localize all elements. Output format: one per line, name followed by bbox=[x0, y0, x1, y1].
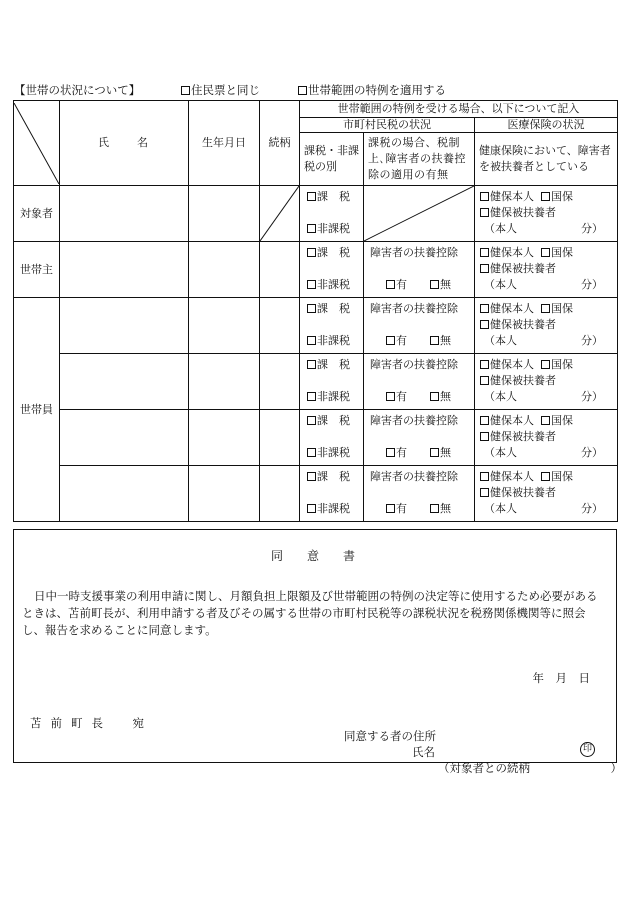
relationship-cell[interactable] bbox=[260, 466, 300, 522]
checkbox[interactable] bbox=[541, 248, 550, 257]
insurance-cell bbox=[475, 298, 618, 354]
table-row bbox=[14, 186, 618, 242]
addressee: 苫前町長 宛 bbox=[30, 716, 153, 730]
untaxed-option[interactable]: 非課税 bbox=[307, 334, 350, 348]
disability-deduction-label: 障害者の扶養控除 bbox=[370, 470, 458, 483]
insured-dependent-option[interactable]: 健保被扶養者 bbox=[480, 206, 556, 220]
household-table bbox=[13, 100, 618, 522]
checkbox[interactable] bbox=[307, 360, 316, 369]
untaxed-option[interactable]: 非課税 bbox=[307, 446, 350, 460]
disability-deduction-label: 障害者の扶養控除 bbox=[370, 358, 458, 371]
portion-paren: 分） bbox=[581, 222, 604, 235]
checkbox[interactable] bbox=[307, 472, 316, 481]
no-option[interactable]: 無 bbox=[430, 446, 451, 460]
table-row bbox=[14, 242, 618, 298]
checkbox[interactable] bbox=[430, 336, 439, 345]
disability-deduction-label: 障害者の扶養控除 bbox=[370, 414, 458, 427]
checkbox[interactable] bbox=[386, 504, 395, 513]
disability-deduction-label: 障害者の扶養控除 bbox=[370, 302, 458, 315]
yes-option[interactable]: 有 bbox=[386, 278, 407, 292]
yes-option[interactable]: 有 bbox=[386, 334, 407, 348]
consent-body: 日中一時支援事業の利用申請に関し、月額負担上限額及び世帯範囲の特例の決定等に使用するため必要があるときは、苫前町長が、利用申請する者及びその属する世帯の市町村民税等の課税状況を税務関係機関等に照会し、報告を求めることに同意します。 bbox=[22, 589, 598, 637]
taxed-option[interactable]: 課 税 bbox=[307, 246, 350, 260]
insured-self-option[interactable]: 健保本人 bbox=[480, 470, 534, 483]
portion-paren: 分） bbox=[581, 278, 604, 291]
tax-cell bbox=[300, 186, 364, 242]
tax-cell bbox=[300, 354, 364, 410]
checkbox[interactable] bbox=[307, 504, 316, 513]
no-option[interactable]: 無 bbox=[430, 390, 451, 404]
diagonal-line bbox=[364, 186, 474, 241]
name-cell[interactable] bbox=[60, 186, 189, 242]
national-insurance-option[interactable]: 国保 bbox=[541, 246, 573, 259]
checkbox[interactable] bbox=[307, 448, 316, 457]
checkbox[interactable] bbox=[386, 392, 395, 401]
yes-option[interactable]: 有 bbox=[386, 502, 407, 516]
name-cell[interactable] bbox=[60, 410, 189, 466]
insured-self-option[interactable]: 健保本人 bbox=[480, 246, 534, 259]
relationship-label: （対象者との続柄 ） bbox=[438, 761, 622, 775]
checkbox[interactable] bbox=[541, 472, 550, 481]
insured-dependent-option[interactable]: 健保被扶養者 bbox=[480, 430, 556, 444]
self-paren: （本人 bbox=[484, 502, 517, 515]
untaxed-option[interactable]: 非課税 bbox=[307, 502, 350, 516]
checkbox[interactable] bbox=[480, 304, 489, 313]
date-line[interactable]: 年 月 日 bbox=[532, 671, 590, 685]
taxed-option[interactable]: 課 税 bbox=[307, 302, 350, 316]
insured-self-option[interactable]: 健保本人 bbox=[480, 190, 534, 203]
insured-self-option[interactable]: 健保本人 bbox=[480, 414, 534, 427]
self-paren: （本人 bbox=[484, 334, 517, 347]
name-cell[interactable] bbox=[60, 354, 189, 410]
relationship-cell[interactable] bbox=[260, 354, 300, 410]
name-header: 氏 名 bbox=[60, 101, 189, 186]
insurance-header: 健康保険において、障害者を被扶養者としている bbox=[475, 133, 618, 186]
row-label-member: 世帯員 bbox=[14, 298, 60, 522]
untaxed-option[interactable]: 非課税 bbox=[307, 278, 350, 292]
national-insurance-option[interactable]: 国保 bbox=[541, 302, 573, 315]
medical-insurance-status-header: 医療保険の状況 bbox=[475, 118, 618, 133]
checkbox[interactable] bbox=[307, 304, 316, 313]
section-title: 【世帯の状況について】 bbox=[14, 83, 141, 97]
checkbox[interactable] bbox=[386, 280, 395, 289]
checkbox[interactable] bbox=[430, 504, 439, 513]
checkbox[interactable] bbox=[307, 392, 316, 401]
consent-form bbox=[13, 529, 622, 775]
checkbox[interactable] bbox=[307, 280, 316, 289]
relationship-cell[interactable] bbox=[260, 298, 300, 354]
insured-self-option[interactable]: 健保本人 bbox=[480, 358, 534, 371]
special-case-note: 世帯範囲の特例を受ける場合、以下について記入 bbox=[300, 101, 618, 118]
self-paren: （本人 bbox=[484, 278, 517, 291]
tax-cell bbox=[300, 466, 364, 522]
insured-dependent-option[interactable]: 健保被扶養者 bbox=[480, 262, 556, 276]
taxed-option[interactable]: 課 税 bbox=[307, 470, 350, 484]
birthdate-cell[interactable] bbox=[189, 298, 260, 354]
self-paren: （本人 bbox=[484, 390, 517, 403]
deduction-cell bbox=[364, 410, 475, 466]
same-as-resident-option[interactable]: 住民票と同じ bbox=[181, 81, 260, 99]
checkbox[interactable] bbox=[307, 224, 316, 233]
name-label: 氏名 bbox=[412, 745, 435, 759]
national-insurance-option[interactable]: 国保 bbox=[541, 470, 573, 483]
birthdate-cell[interactable] bbox=[189, 354, 260, 410]
yes-option[interactable]: 有 bbox=[386, 390, 407, 404]
tax-cell bbox=[300, 242, 364, 298]
untaxed-option[interactable]: 非課税 bbox=[307, 390, 350, 404]
no-option[interactable]: 無 bbox=[430, 334, 451, 348]
checkbox[interactable] bbox=[480, 416, 489, 425]
checkbox[interactable] bbox=[181, 86, 190, 95]
table-row bbox=[14, 298, 618, 354]
name-cell[interactable] bbox=[60, 242, 189, 298]
tax-cell bbox=[300, 298, 364, 354]
no-option[interactable]: 無 bbox=[430, 278, 451, 292]
insurance-cell bbox=[475, 242, 618, 298]
checkbox[interactable] bbox=[430, 448, 439, 457]
deduction-cell bbox=[364, 466, 475, 522]
checkbox[interactable] bbox=[541, 416, 550, 425]
deduction-cell-na bbox=[364, 186, 475, 242]
taxed-option[interactable]: 課 税 bbox=[307, 190, 350, 204]
checkbox[interactable] bbox=[480, 472, 489, 481]
portion-paren: 分） bbox=[581, 446, 604, 459]
deduction-cell bbox=[364, 298, 475, 354]
untaxed-option[interactable]: 非課税 bbox=[307, 222, 350, 236]
name-cell[interactable] bbox=[60, 298, 189, 354]
self-paren: （本人 bbox=[484, 446, 517, 459]
self-paren: （本人 bbox=[484, 222, 517, 235]
checkbox[interactable] bbox=[541, 360, 550, 369]
special-household-option[interactable]: 世帯範囲の特例を適用する bbox=[298, 81, 446, 99]
insured-self-option[interactable]: 健保本人 bbox=[480, 302, 534, 315]
checkbox[interactable] bbox=[480, 248, 489, 257]
insured-dependent-option[interactable]: 健保被扶養者 bbox=[480, 374, 556, 388]
checkbox[interactable] bbox=[307, 248, 316, 257]
checkbox[interactable] bbox=[430, 280, 439, 289]
disability-deduction-label: 障害者の扶養控除 bbox=[370, 246, 458, 259]
taxed-option[interactable]: 課 税 bbox=[307, 414, 350, 428]
checkbox[interactable] bbox=[307, 416, 316, 425]
name-cell[interactable] bbox=[60, 466, 189, 522]
checkbox[interactable] bbox=[386, 336, 395, 345]
diagonal-line bbox=[14, 103, 59, 184]
national-insurance-option[interactable]: 国保 bbox=[541, 190, 573, 203]
national-insurance-option[interactable]: 国保 bbox=[541, 358, 573, 371]
checkbox[interactable] bbox=[480, 376, 489, 385]
checkbox[interactable] bbox=[480, 264, 489, 273]
table-row bbox=[14, 466, 618, 522]
checkbox[interactable] bbox=[480, 192, 489, 201]
relationship-cell[interactable] bbox=[260, 410, 300, 466]
birthdate-cell[interactable] bbox=[189, 410, 260, 466]
tax-type-header: 課税・非課税の別 bbox=[300, 133, 364, 186]
tax-cell bbox=[300, 410, 364, 466]
insured-dependent-option[interactable]: 健保被扶養者 bbox=[480, 486, 556, 500]
consent-title: 同意書 bbox=[270, 549, 379, 563]
municipal-tax-status-header: 市町村民税の状況 bbox=[300, 118, 475, 133]
checkbox[interactable] bbox=[480, 208, 489, 217]
insurance-cell bbox=[475, 410, 618, 466]
portion-paren: 分） bbox=[581, 502, 604, 515]
relationship-cell[interactable] bbox=[260, 242, 300, 298]
insurance-cell bbox=[475, 354, 618, 410]
no-option[interactable]: 無 bbox=[430, 502, 451, 516]
row-label-head: 世帯主 bbox=[14, 242, 60, 298]
portion-paren: 分） bbox=[581, 334, 604, 347]
relationship-header: 続柄 bbox=[260, 101, 300, 186]
birthdate-cell[interactable] bbox=[189, 466, 260, 522]
birthdate-cell[interactable] bbox=[189, 186, 260, 242]
deduction-cell bbox=[364, 242, 475, 298]
checkbox[interactable] bbox=[307, 336, 316, 345]
national-insurance-option[interactable]: 国保 bbox=[541, 414, 573, 427]
portion-paren: 分） bbox=[581, 390, 604, 403]
checkbox[interactable] bbox=[480, 488, 489, 497]
insured-dependent-option[interactable]: 健保被扶養者 bbox=[480, 318, 556, 332]
tax-dependent-header: 課税の場合、税制上､障害者の扶養控除の適用の有無 bbox=[364, 133, 475, 186]
taxed-option[interactable]: 課 税 bbox=[307, 358, 350, 372]
insurance-cell bbox=[475, 466, 618, 522]
row-label-subject: 対象者 bbox=[14, 186, 60, 242]
checkbox[interactable] bbox=[541, 304, 550, 313]
seal-mark: 印 bbox=[580, 742, 595, 757]
checkbox[interactable] bbox=[480, 360, 489, 369]
checkbox[interactable] bbox=[541, 192, 550, 201]
checkbox[interactable] bbox=[430, 392, 439, 401]
yes-option[interactable]: 有 bbox=[386, 446, 407, 460]
corner-cell bbox=[14, 101, 60, 186]
checkbox[interactable] bbox=[480, 432, 489, 441]
relationship-cell-na bbox=[260, 186, 300, 242]
checkbox[interactable] bbox=[307, 192, 316, 201]
birthdate-header: 生年月日 bbox=[189, 101, 260, 186]
diagonal-line bbox=[260, 186, 299, 241]
birthdate-cell[interactable] bbox=[189, 242, 260, 298]
table-row bbox=[14, 410, 618, 466]
checkbox[interactable] bbox=[298, 86, 307, 95]
checkbox[interactable] bbox=[480, 320, 489, 329]
address-label: 同意する者の住所 bbox=[344, 729, 436, 743]
deduction-cell bbox=[364, 354, 475, 410]
insurance-cell bbox=[475, 186, 618, 242]
checkbox[interactable] bbox=[386, 448, 395, 457]
table-row bbox=[14, 354, 618, 410]
